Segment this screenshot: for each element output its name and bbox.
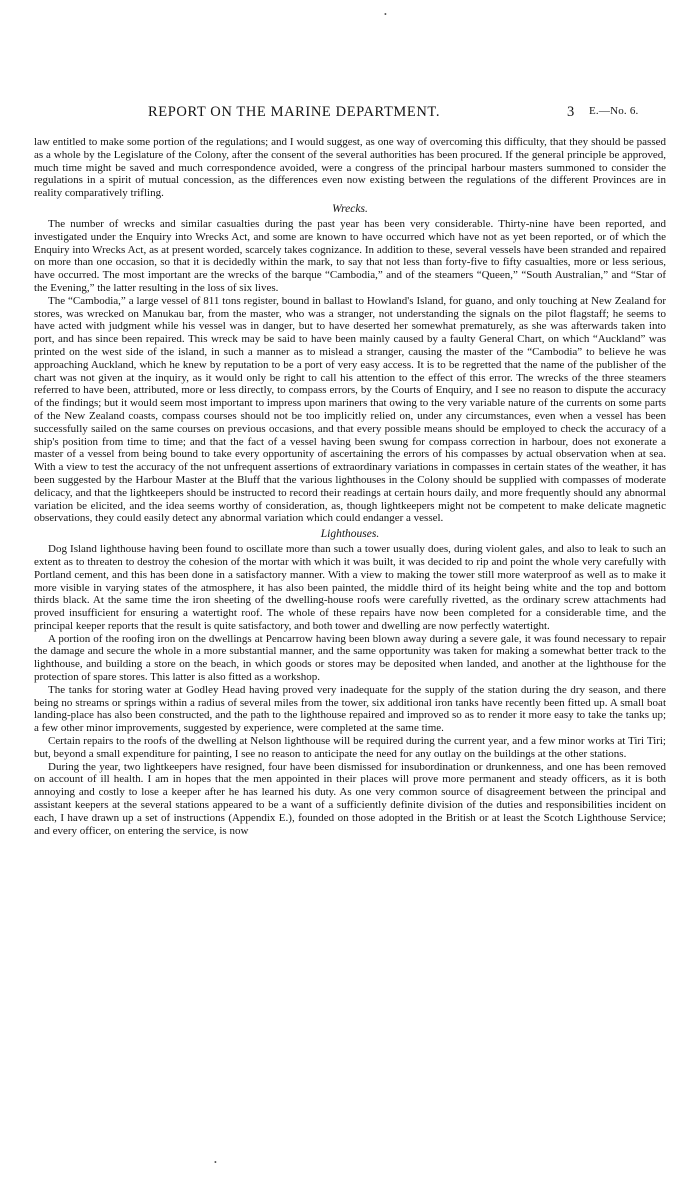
section-heading-wrecks: Wrecks. <box>332 202 368 215</box>
page-title: REPORT ON THE MARINE DEPARTMENT. <box>148 104 441 120</box>
document-reference: E.—No. 6. <box>589 105 639 117</box>
lighthouses-paragraph-3: The tanks for storing water at Godley Head having proved very inadequate for the supply of the station during the dry season, and there being no streams or springs within a radius of several miles from the tower, six additional iron tanks have recently been fitted up. A small boat landing-place has also been constructed, and the path to the lighthouse repaired and improved so as to render it more easy to take the tanks up; a few other minor improvements, suggested by experience, were completed at the same time. <box>34 683 666 735</box>
page-header <box>0 104 700 128</box>
intro-paragraph: law entitled to make some portion of the regulations; and I would suggest, as one way of overcoming this difficulty, that they should be passed as a whole by the Legislature of the Colony, after the consent of the several authorities has been procured. If the general principle be approved, much time might be saved and much correspondence avoided, were a congress of the principal harbour masters summoned to consider the regulations in a spirit of mutual concession, as the differences even now existing between the regulations of the different Provinces are in reality comparatively trifling. <box>34 136 666 200</box>
lighthouses-paragraph-4: Certain repairs to the roofs of the dwelling at Nelson lighthouse will be required during the current year, and a few minor works at Tiri Tiri; but, beyond a small expenditure for painting, I see no reason to anticipate the need for any outlay on the buildings at the other stations. <box>34 735 666 760</box>
lighthouses-paragraph-1: Dog Island lighthouse having been found to oscillate more than such a tower usually does, during violent gales, and also to leak to such an extent as to threaten to destroy the cohesion of the mortar with which it was built, it was decided to rip and point the whole very carefully with Portland cement, and this has been done in a satisfactory manner. With a view to making the tower still more waterproof as well as to make it more visible in varying states of the atmosphere, it has also been painted, the middle third of its height being white and the top and bottom thirds black. At the same time the iron sheeting of the dwelling-house roofs were carefully rivetted, as the ordinary screw attachments had proved insufficient for ensuring a watertight roof. The whole of these repairs have now been completed for a considerable time, and the principal keeper reports that the result is quite satisfactory, and both tower and dwelling are now perfectly watertight. <box>34 543 666 632</box>
section-heading-lighthouses: Lighthouses. <box>320 528 380 541</box>
wrecks-paragraph-1: The number of wrecks and similar casualties during the past year has been very considerable. Thirty-nine have been reported, and investigated under the Enquiry into Wrecks Act, and some are known to have occurred which have not as yet been reported, or of which the Enquiry into Wrecks Act, as at present worded, scarcely takes cognizance. In addition to these, several vessels have been stranded and repaired on more than one occasion, so that it is decidedly within the mark, to say that not less than forty-five to fifty casualties, more or less serious, have occurred. The most important are the wrecks of the barque “Cambodia,” and of the steamers “Queen,” “South Australian,” and “Star of the Evening,” the latter resulting in the loss of six lives. <box>34 217 666 294</box>
lighthouses-paragraph-5: During the year, two lightkeepers have resigned, four have been dismissed for insubordination or drunkenness, and one has been removed on account of ill health. I am in hopes that the men appointed in their places will prove more permanent and steady officers, as it is both annoying and costly to lose a keeper after he has learned his duty. As one very common source of disagreement between the principal and assistant keepers at the several stations appeared to be a want of a sufficiently definite division of the duties and responsibilities incident on each, I have drawn up a set of instructions (Appendix E.), founded on those adopted in the British or at least the Scotch Lighthouse Service; and every officer, on entering the service, is now <box>34 760 666 837</box>
bottom-mark: • <box>214 1158 217 1167</box>
report-body <box>34 136 666 837</box>
lighthouses-paragraph-2: A portion of the roofing iron on the dwellings at Pencarrow having been blown away during a severe gale, it was found necessary to repair the damage and secure the whole in a more substantial manner, and the same opportunity was taken for making a somewhat better track to the lighthouse, and building a store on the beach, in which goods or stores may be deposited when landed, and another at the lighthouse for the protection of spare stores. This latter is also fitted as a workshop. <box>34 632 666 684</box>
top-mark: • <box>384 10 387 19</box>
page-number: 3 <box>567 104 575 120</box>
wrecks-paragraph-2: The “Cambodia,” a large vessel of 811 tons register, bound in ballast to Howland's Island, for guano, and only touching at New Zealand for stores, was wrecked on Manukau bar, from the master, who was a stranger, not understanding the signals on the pilot flagstaff; he seems to have acted with judgment while his vessel was in danger, but to have deserted her somewhat prematurely, as she was afterwards taken into port, and has since been repaired. This wreck may be said to have been mainly caused by a faulty General Chart, on which “Auckland” was printed on the west side of the island, in such a manner as to mislead a stranger, causing the master of the “Cambodia” to believe he was approaching Auckland, which he knew by reputation to be a port of very easy access. It is to be regretted that the name of the publisher of the chart was not given at the inquiry, as it would only be right to call his attention to the effect of this error. The wrecks of the three steamers referred to have been, attributed, more or less directly, to compass errors, by the Courts of Enquiry, and I see no reason to dispute the accuracy of the findings; but it would seem most important to impress upon mariners that owing to the very variable nature of the currents on some parts of the New Zealand coasts, compass courses should not be too implicitly relied on, under any circumstances, even when a vessel has been successfully sailed on the same courses on previous occasions, and that every possible means should be employed to check the accuracy of a ship's position from time to time; and that the fact of a vessel having been swung for compass correction in harbour, does not exonerate a master of a vessel from being bound to take every opportunity of ascertaining the errors of his compasses by actual observation when at sea. With a view to test the accuracy of the not unfrequent assertions of extraordinary variations in compasses in certain states of the weather, it has been suggested by the Harbour Master at the Bluff that the various lighthouses in the Colony should be supplied with compasses of moderate delicacy, and that the lightkeepers should be instructed to record their readings at certain hours daily, and more frequently should any abnormal variation be elicited, and the idea seems worthy of consideration, as, though lightkeepers might not be competent to make delicate magnetic observations, they could easily detect any abnormal variation which could endanger a vessel. <box>34 294 666 525</box>
